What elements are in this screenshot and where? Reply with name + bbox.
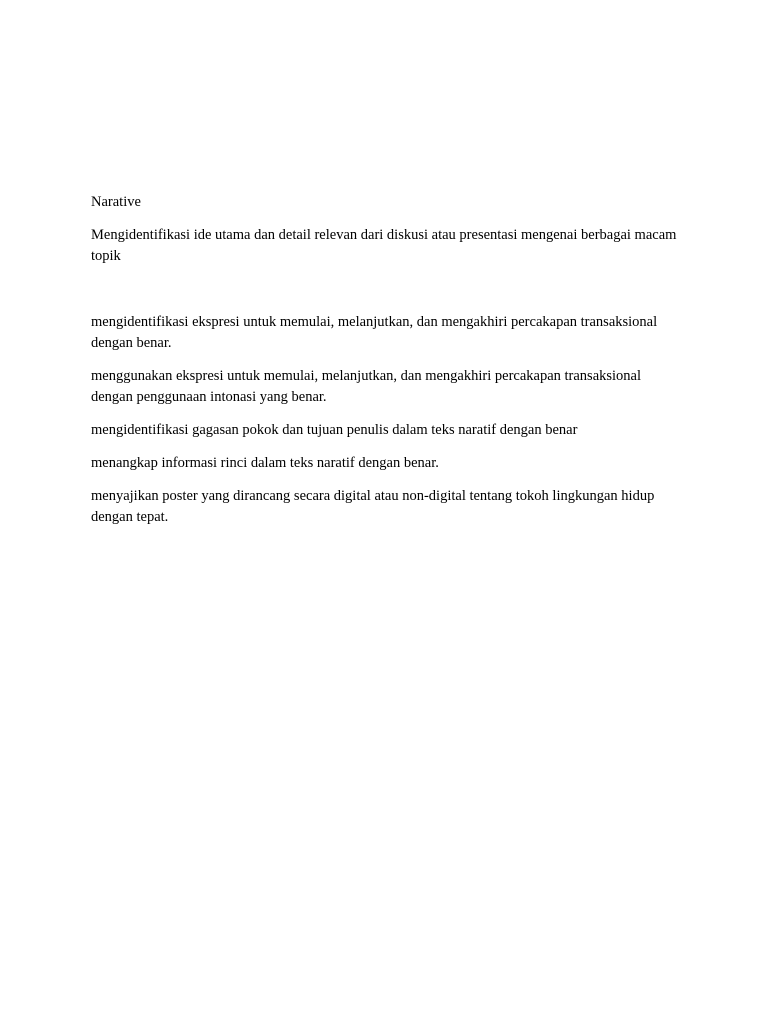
objective-paragraph: mengidentifikasi ekspresi untuk memulai, melanjutkan, dan mengakhiri percakapan transaksional dengan benar.	[91, 314, 658, 351]
objective-paragraph: menggunakan ekspresi untuk memulai, melanjutkan, dan mengakhiri percakapan transaksional dengan penggunaan intonasi yang benar.	[91, 368, 642, 405]
document-body	[91, 192, 683, 540]
main-idea-paragraph: Mengidentifikasi ide utama dan detail relevan dari diskusi atau presentasi mengenai berbagai macam topik	[91, 227, 677, 264]
objective-paragraph: mengidentifikasi gagasan pokok dan tujuan penulis dalam teks naratif dengan benar	[91, 422, 578, 438]
document-heading: Narative	[91, 194, 141, 210]
objective-paragraph: menyajikan poster yang dirancang secara digital atau non-digital tentang tokoh lingkungan hidup dengan tepat.	[91, 488, 655, 525]
objective-paragraph: menangkap informasi rinci dalam teks naratif dengan benar.	[91, 455, 439, 471]
